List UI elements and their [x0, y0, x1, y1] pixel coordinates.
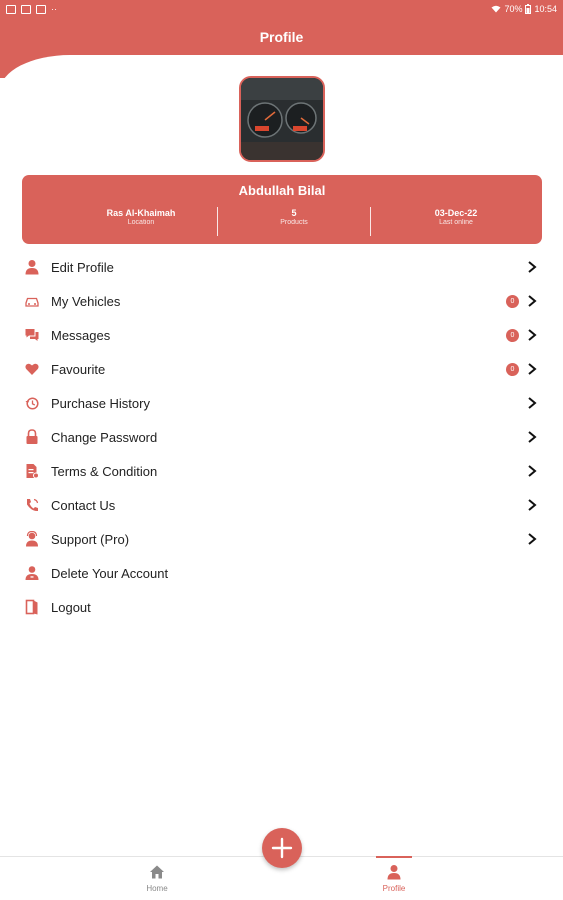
nav-label: Profile [382, 884, 406, 893]
nav-profile[interactable] [364, 857, 424, 900]
count-badge: 0 [506, 295, 519, 308]
user-icon [25, 259, 39, 275]
car-icon [25, 293, 39, 309]
profile-card [22, 175, 542, 244]
support-agent-icon [25, 531, 39, 547]
more-notifications-icon: ·· [51, 4, 57, 14]
chevron-right-icon [526, 464, 538, 478]
person-icon [386, 864, 402, 880]
menu-item-label: Delete Your Account [51, 565, 169, 581]
chevron-right-icon [526, 532, 538, 546]
image-notification-icon [21, 5, 31, 14]
menu-item-change-password[interactable] [0, 420, 563, 454]
menu-item-label: Contact Us [51, 497, 116, 513]
menu-item-label: Support (Pro) [51, 531, 130, 547]
chevron-right-icon [526, 430, 538, 444]
header-curve [0, 55, 563, 78]
clock: 10:54 [534, 4, 557, 14]
battery-level: 70% [504, 4, 523, 14]
stat-label: Last online [439, 219, 473, 226]
chevron-right-icon [526, 396, 538, 410]
menu-item-my-vehicles[interactable] [0, 284, 563, 318]
nav-label: Home [146, 884, 168, 893]
menu-item-edit-profile[interactable] [0, 250, 563, 284]
menu-item-label: Edit Profile [51, 259, 114, 275]
chevron-right-icon [526, 260, 538, 274]
stat-label: Products [280, 219, 308, 226]
page-title: Profile [259, 29, 304, 45]
menu-item-delete-account[interactable] [0, 556, 563, 590]
chevron-right-icon [526, 294, 538, 308]
stat-last-online [381, 208, 531, 226]
app-header [0, 18, 563, 78]
status-bar-notifications [6, 4, 57, 14]
logout-icon [25, 599, 39, 615]
profile-name: Abdullah Bilal [238, 183, 326, 198]
stat-products [219, 208, 369, 226]
avatar[interactable] [239, 76, 325, 162]
chevron-right-icon [526, 362, 538, 376]
stat-value: 5 [291, 208, 297, 218]
count-badge: 0 [506, 363, 519, 376]
stat-label: Location [127, 219, 155, 226]
chevron-right-icon [526, 328, 538, 342]
menu-item-label: Terms & Condition [51, 463, 158, 479]
menu-item-label: Messages [51, 327, 111, 343]
dashboard-photo [241, 78, 323, 160]
home-icon [149, 864, 165, 880]
delete-user-icon [25, 565, 39, 581]
chevron-right-icon [526, 498, 538, 512]
plus-icon [270, 836, 294, 860]
app-notification-icon [36, 5, 46, 14]
menu-item-messages[interactable] [0, 318, 563, 352]
menu-item-label: Favourite [51, 361, 106, 377]
stat-divider [217, 207, 218, 236]
history-icon [25, 395, 39, 411]
add-button[interactable] [262, 828, 302, 868]
nav-active-indicator [376, 856, 412, 858]
lock-icon [25, 429, 39, 445]
menu-item-label: Change Password [51, 429, 158, 445]
document-icon [25, 463, 39, 479]
stat-location [66, 208, 216, 226]
menu-item-label: Logout [51, 599, 91, 615]
stat-value: 03-Dec-22 [434, 208, 478, 218]
stat-value: Ras Al-Khaimah [106, 208, 176, 218]
status-bar [0, 0, 563, 18]
battery-icon [525, 4, 531, 14]
menu-item-favourite[interactable] [0, 352, 563, 386]
menu-item-logout[interactable] [0, 590, 563, 624]
phone-icon [25, 497, 39, 513]
menu-item-terms-condition[interactable] [0, 454, 563, 488]
menu-item-label: Purchase History [51, 395, 150, 411]
menu-item-contact-us[interactable] [0, 488, 563, 522]
stat-divider [370, 207, 371, 236]
menu-item-label: My Vehicles [51, 293, 121, 309]
count-badge: 0 [506, 329, 519, 342]
menu-item-purchase-history[interactable] [0, 386, 563, 420]
chat-icon [25, 327, 39, 343]
status-bar-system [491, 4, 557, 14]
wifi-icon [491, 5, 501, 13]
menu-item-support-pro[interactable] [0, 522, 563, 556]
nav-home[interactable] [127, 857, 187, 900]
heart-icon [25, 361, 39, 377]
gallery-notification-icon [6, 5, 16, 14]
